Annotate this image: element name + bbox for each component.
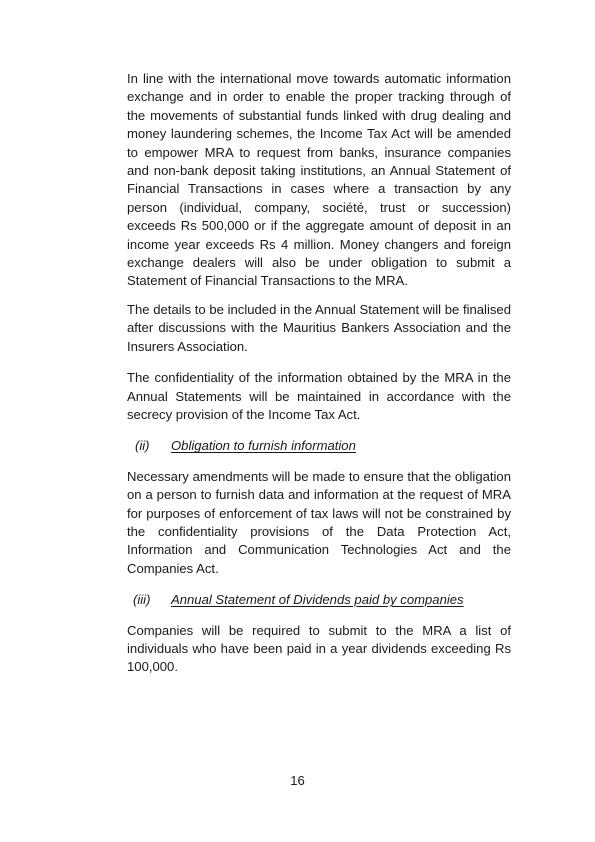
paragraph-financial-transactions: In line with the international move towards automatic information exchange and in order to enable the proper tracking through of the movements of substantial funds linked with drug dealing and money laundering schemes, the Income Tax Act will be amended to empower MRA to request from banks, insurance companies and non-bank deposit taking institutions, an Annual Statement of Financial Transactions in cases where a transaction by any person (individual, company, société, trust or succession) exceeds Rs 500,000 or if the aggregate amount of deposit in an income year exceeds Rs 4 million. Money changers and foreign exchange dealers will also be under obligation to submit a Statement of Financial Transactions to the MRA. [127, 71, 511, 289]
section-number: (iii) [133, 592, 151, 608]
page-number: 16 [290, 773, 305, 788]
page-body [127, 70, 511, 690]
paragraph-annual-statement-details: The details to be included in the Annual Statement will be finalised after discussions with the Mauritius Bankers Association and the Insurers Association. [127, 301, 511, 354]
section-heading-obligation [127, 437, 511, 455]
section-title: Obligation to furnish information [171, 438, 356, 454]
paragraph-amendments: Necessary amendments will be made to ensure that the obligation on a person to furnish data and information at the request of MRA for purposes of enforcement of tax laws will not be constrained by the confidentiality provisions of the Data Protection Act, Information and Communication Technologies Act and the Companies Act. [127, 468, 511, 576]
section-title: Annual Statement of Dividends paid by companies [171, 592, 464, 608]
section-heading-dividends [127, 591, 511, 609]
paragraph-dividends: Companies will be required to submit to the MRA a list of individuals who have been paid in a year dividends exceeding Rs 100,000. [127, 622, 511, 675]
section-number: (ii) [135, 438, 150, 454]
paragraph-confidentiality: The confidentiality of the information obtained by the MRA in the Annual Statements will be maintained in accordance with the secrecy provision of the Income Tax Act. [127, 370, 511, 422]
